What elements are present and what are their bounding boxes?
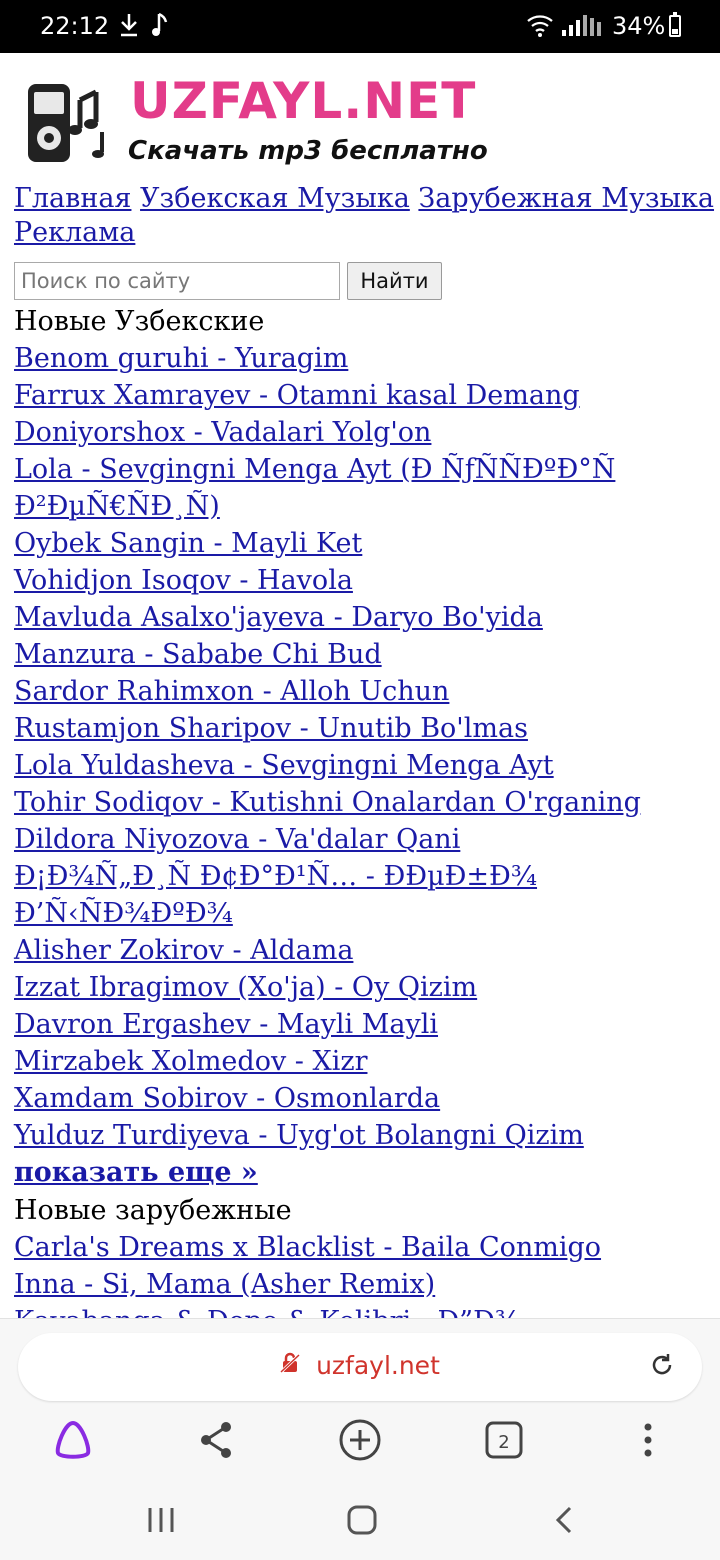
list-item: [14, 673, 714, 710]
download-icon: [118, 12, 140, 44]
page-content: [14, 66, 714, 1340]
uzbek-section-title: Новые Узбекские: [14, 306, 265, 337]
track-link[interactable]: Farrux Xamrayev - Otamni kasal Demang: [14, 380, 580, 411]
track-link[interactable]: Inna - Si, Mama (Asher Remix): [14, 1269, 436, 1300]
track-link[interactable]: Rustamjon Sharipov - Unutib Bo'lmas: [14, 713, 528, 744]
uzbek-track-list: [14, 340, 714, 1154]
list-item: [14, 1080, 714, 1117]
list-item: [14, 1117, 714, 1154]
address-bar[interactable]: [18, 1333, 702, 1401]
track-link[interactable]: Ð¡Ð¾Ñ„Ð¸Ñ Ð¢Ð°Ð¹Ñ… - ÐÐµÐ±Ð¾ Ð’Ñ‹ÑÐ¾ÐºÐ¾: [14, 861, 538, 929]
address-url: uzfayl.net: [316, 1351, 440, 1380]
browser-toolbar: [0, 1318, 720, 1499]
tabs-icon[interactable]: [484, 1417, 524, 1467]
list-item: [14, 414, 714, 451]
track-link[interactable]: Yulduz Turdiyeva - Uyg'ot Bolangni Qizim: [14, 1120, 584, 1151]
foreign-section-title: Новые зарубежные: [14, 1195, 292, 1226]
track-link[interactable]: Benom guruhi - Yuragim: [14, 343, 349, 374]
menu-kebab-icon[interactable]: [640, 1417, 656, 1467]
wifi-icon: [526, 12, 554, 44]
nav-link-uzbek-music[interactable]: Узбекская Музыка: [140, 183, 410, 214]
track-link[interactable]: Lola Yuldasheva - Sevgingni Menga Ayt: [14, 750, 554, 781]
list-item: [14, 858, 714, 932]
list-item: [14, 784, 714, 821]
list-item: [14, 821, 714, 858]
address-text-row: [18, 1351, 702, 1380]
main-nav: [14, 182, 714, 250]
list-item: [14, 1006, 714, 1043]
list-item: [14, 932, 714, 969]
status-bar: [0, 0, 720, 53]
alice-assistant-icon[interactable]: [50, 1417, 96, 1467]
battery-icon: [669, 15, 681, 37]
track-link[interactable]: Mavluda Asalxo'jayeva - Daryo Bo'yida: [14, 602, 543, 633]
list-item: [14, 636, 714, 673]
track-link[interactable]: Mirzabek Xolmedov - Xizr: [14, 1046, 368, 1077]
recent-apps-icon[interactable]: [144, 1500, 178, 1544]
nav-link-home[interactable]: Главная: [14, 183, 132, 214]
mp3-player-icon: [22, 70, 122, 174]
back-icon[interactable]: [550, 1500, 580, 1544]
track-link[interactable]: Dildora Niyozova - Va'dalar Qani: [14, 824, 461, 855]
track-link[interactable]: Carla's Dreams x Blacklist - Baila Conmigo: [14, 1232, 602, 1263]
new-tab-icon[interactable]: [336, 1417, 384, 1467]
music-note-icon: [150, 12, 170, 44]
list-item: [14, 1229, 714, 1266]
battery-level: [672, 29, 678, 34]
list-item: [14, 599, 714, 636]
track-link[interactable]: Lola - Sevgingni Menga Ayt (Ð ÑƒÑÑÐºÐ°Ñ Ð²ÐµÑ€ÑÐ¸Ñ): [14, 454, 616, 522]
show-more: [14, 1154, 714, 1191]
track-link[interactable]: Izzat Ibragimov (Xo'ja) - Oy Qizim: [14, 972, 478, 1003]
list-item: [14, 710, 714, 747]
logo-subtitle: Скачать mp3 бесплатно: [128, 136, 488, 166]
track-link[interactable]: Davron Ergashev - Mayli Mayli: [14, 1009, 439, 1040]
home-icon[interactable]: [344, 1500, 380, 1544]
list-item: [14, 747, 714, 784]
search-form: [14, 262, 714, 302]
list-item: [14, 377, 714, 414]
list-item: [14, 340, 714, 377]
list-item: [14, 451, 714, 525]
list-item: [14, 525, 714, 562]
show-more-link[interactable]: показать еще »: [14, 1157, 258, 1188]
insecure-lock-icon: [280, 1351, 308, 1380]
search-button[interactable]: Найти: [347, 262, 442, 300]
search-input[interactable]: [14, 262, 340, 300]
track-link[interactable]: Sardor Rahimxon - Alloh Uchun: [14, 676, 450, 707]
track-link[interactable]: Vohidjon Isoqov - Havola: [14, 565, 353, 596]
signal-icon: [560, 12, 604, 44]
list-item: [14, 1043, 714, 1080]
track-link[interactable]: Alisher Zokirov - Aldama: [14, 935, 354, 966]
track-link[interactable]: Tohir Sodiqov - Kutishni Onalardan O'rganing: [14, 787, 641, 818]
status-time: 22:12: [40, 12, 110, 40]
battery-percentage: 34%: [612, 12, 666, 40]
nav-link-foreign-music[interactable]: Зарубежная Музыка: [418, 183, 715, 214]
tab-count: 2: [498, 1432, 510, 1453]
list-item: [14, 1266, 714, 1303]
track-link[interactable]: Doniyorshox - Vadalari Yolg'on: [14, 417, 432, 448]
nav-link-advertising[interactable]: Реклама: [14, 217, 136, 248]
site-logo[interactable]: [14, 66, 714, 182]
list-item: [14, 969, 714, 1006]
track-link[interactable]: Manzura - Sababe Chi Bud: [14, 639, 382, 670]
logo-title: UZFAYL.NET: [130, 72, 477, 130]
list-item: [14, 562, 714, 599]
share-icon[interactable]: [196, 1417, 236, 1467]
track-link[interactable]: Xamdam Sobirov - Osmonlarda: [14, 1083, 441, 1114]
track-link[interactable]: Oybek Sangin - Mayli Ket: [14, 528, 363, 559]
system-nav-bar: [0, 1498, 720, 1560]
reload-icon[interactable]: [648, 1351, 676, 1383]
